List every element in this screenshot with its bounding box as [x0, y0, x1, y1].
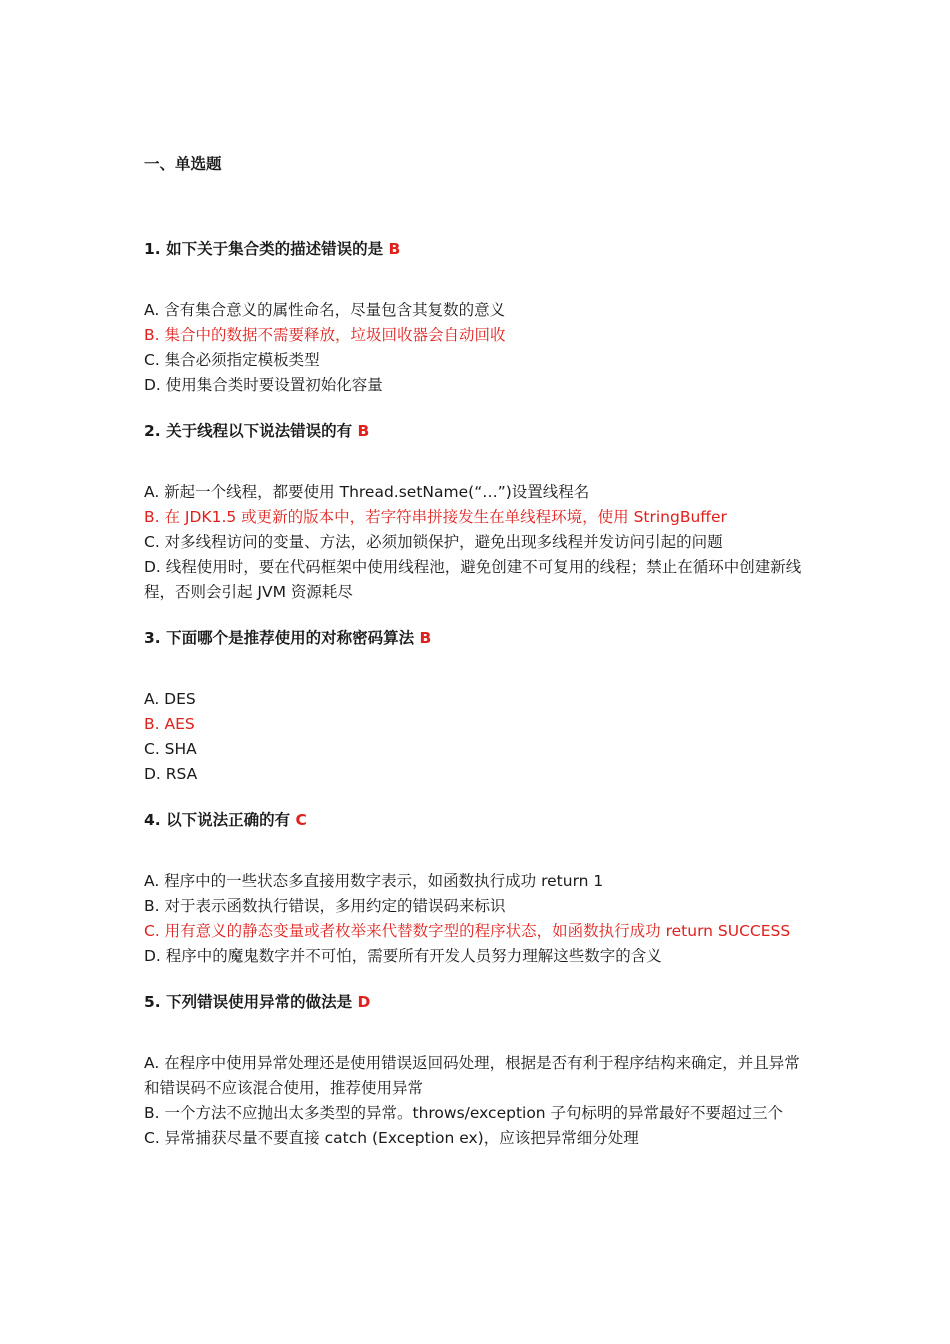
- option-correct: C. 用有意义的静态变量或者枚举来代替数字型的程序状态，如函数执行成功 return SUCCESS: [144, 922, 791, 940]
- option: C. 对多线程访问的变量、方法，必须加锁保护，避免出现多线程并发访问引起的问题: [144, 533, 723, 551]
- option-correct: B. AES: [144, 715, 195, 733]
- question-spacer: [144, 1151, 808, 1171]
- question-text: 1. 如下关于集合类的描述错误的是: [144, 240, 384, 258]
- option: A. 程序中的一些状态多直接用数字表示，如函数执行成功 return 1: [144, 872, 604, 890]
- question-spacer: [144, 787, 808, 807]
- option: D. RSA: [144, 765, 198, 783]
- question-list: [144, 236, 808, 1171]
- section-title: 一、单选题: [144, 155, 222, 173]
- option: B. 一个方法不应抛出太多类型的异常。throws/exception 子句标明的异常最好不要超过三个: [144, 1104, 784, 1122]
- question-text: 4. 以下说法正确的有: [144, 811, 291, 829]
- question-2: [144, 418, 808, 625]
- question-title: [144, 625, 808, 651]
- question-title: [144, 989, 808, 1015]
- question-1: [144, 236, 808, 418]
- question-spacer: [144, 605, 808, 625]
- option-correct: B. 集合中的数据不需要释放，垃圾回收器会自动回收: [144, 326, 506, 344]
- question-text: 5. 下列错误使用异常的做法是: [144, 993, 353, 1011]
- option-correct: B. 在 JDK1.5 或更新的版本中，若字符串拼接发生在单线程环境，使用 StringBuffer: [144, 508, 727, 526]
- document-content: [144, 150, 808, 1171]
- question-4: [144, 807, 808, 989]
- option: B. 对于表示函数执行错误，多用约定的错误码来标识: [144, 897, 506, 915]
- question-title: [144, 236, 808, 262]
- answer-key: B: [388, 240, 401, 258]
- option: D. 使用集合类时要设置初始化容量: [144, 376, 383, 394]
- option: A. 在程序中使用异常处理还是使用错误返回码处理，根据是否有利于程序结构来确定，并且异常和错误码不应该混合使用，推荐使用异常: [144, 1054, 800, 1097]
- option: C. 异常捕获尽量不要直接 catch (Exception ex)，应该把异常细分处理: [144, 1129, 639, 1147]
- option: A. 含有集合意义的属性命名，尽量包含其复数的意义: [144, 301, 506, 319]
- question-spacer: [144, 398, 808, 418]
- option: D. 线程使用时，要在代码框架中使用线程池，避免创建不可复用的线程；禁止在循环中创建新线程，否则会引起 JVM 资源耗尽: [144, 558, 802, 601]
- option: A. DES: [144, 690, 196, 708]
- answer-key: C: [295, 811, 307, 829]
- question-spacer: [144, 969, 808, 989]
- question-text: 2. 关于线程以下说法错误的有: [144, 422, 353, 440]
- answer-key: B: [357, 422, 370, 440]
- question-5: [144, 989, 808, 1171]
- option: C. SHA: [144, 740, 197, 758]
- answer-key: B: [419, 629, 432, 647]
- question-title: [144, 418, 808, 444]
- question-title: [144, 807, 808, 833]
- option: A. 新起一个线程，都要使用 Thread.setName(“…”)设置线程名: [144, 483, 590, 501]
- question-3: [144, 625, 808, 807]
- question-text: 3. 下面哪个是推荐使用的对称密码算法: [144, 629, 415, 647]
- option: C. 集合必须指定模板类型: [144, 351, 320, 369]
- option: D. 程序中的魔鬼数字并不可怕，需要所有开发人员努力理解这些数字的含义: [144, 947, 662, 965]
- answer-key: D: [357, 993, 371, 1011]
